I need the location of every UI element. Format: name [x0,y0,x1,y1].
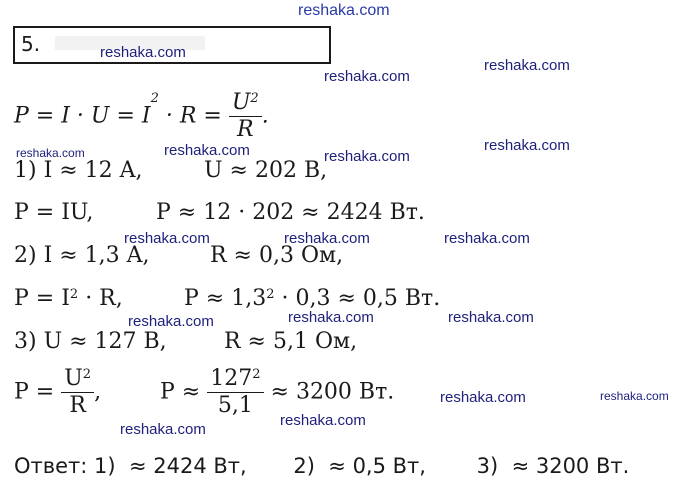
watermark: reshaka.com [324,68,410,85]
case2-given-resistance: R ≈ 0,3 Ом, [210,243,344,268]
watermark: reshaka.com [128,313,214,330]
case2-formula: $P = I^2 \cdot R$, [14,286,123,311]
watermark: reshaka.com [324,148,410,165]
watermark: reshaka.com [100,44,186,61]
case1-given-current: 1) I ≈ 12 A, [14,158,143,183]
case2-result: $P \approx 1,3^2 \cdot 0,3 \approx 0,5$ Вт. [184,286,441,311]
watermark: reshaka.com [164,142,250,159]
watermark: reshaka.com [440,389,526,406]
formula-power: $P = I \cdot U = I^2 \cdot R$ = $\frac{U^2}{R}$ . [14,90,269,142]
fraction-u2-over-r: $\frac{U^2}{R}$ [229,90,262,143]
case3-given-voltage: 3) U ≈ 127 B, [14,329,167,354]
fraction-u2-over-r-case3: $\frac{U^2}{R}$ [61,366,94,419]
watermark: reshaka.com [124,230,210,247]
watermark: reshaka.com [484,57,570,74]
case3-result: P ≈ $\frac{127^2}{5,1}$ ≈ 3200 Вт. [160,366,395,418]
watermark: reshaka.com [16,146,85,160]
watermark: reshaka.com [280,412,366,429]
case3-given-resistance: R ≈ 5,1 Ом, [224,329,358,354]
case1-given-voltage: U ≈ 202 B, [204,158,328,183]
watermark: reshaka.com [284,230,370,247]
watermark-top: reshaka.com [298,2,390,19]
watermark: reshaka.com [288,309,374,326]
case2-given-current: 2) I ≈ 1,3 A, [14,243,150,268]
fraction-127-over-51: $\frac{127^2}{5,1}$ [207,366,263,419]
answer-line: Ответ: 1) ≈ 2424 Вт, 2) ≈ 0,5 Вт, 3) ≈ 3200 Вт. [14,454,630,478]
case1-formula: P = IU, [14,200,94,225]
case1-result: P ≈ 12 · 202 ≈ 2424 Вт. [156,200,425,225]
watermark: reshaka.com [600,389,669,403]
watermark: reshaka.com [120,421,206,438]
task-number: 5. [21,32,41,56]
watermark: reshaka.com [484,137,570,154]
watermark: reshaka.com [448,309,534,326]
watermark: reshaka.com [444,230,530,247]
case3-formula: P = $\frac{U^2}{R}$ , [14,366,102,418]
